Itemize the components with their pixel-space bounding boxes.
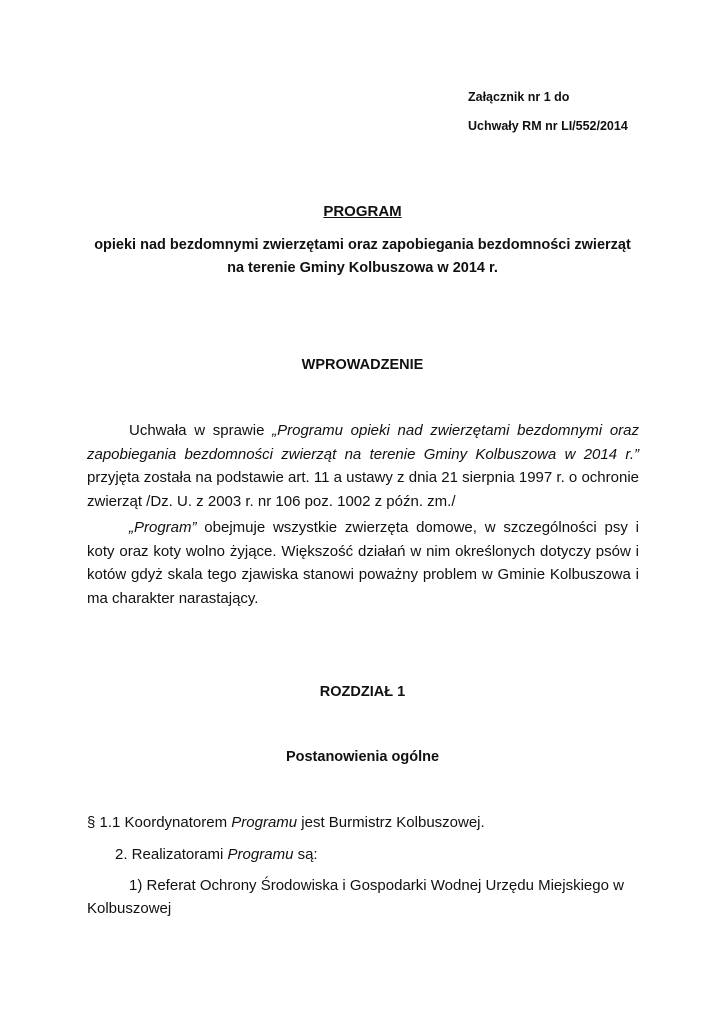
section-1-2 [115, 843, 675, 867]
s2-suffix: są: [293, 846, 318, 863]
list-item-1-line-1: 1) Referat Ochrony Środowiska i Gospodarki Wodnej Urzędu Miejskiego w [129, 877, 624, 894]
intro-paragraph-2 [87, 516, 639, 610]
intro-paragraph-1 [87, 419, 639, 513]
p1-lead: Uchwała w sprawie [129, 422, 273, 439]
p2-italic: „Program” [129, 519, 197, 536]
annex-line-2: Uchwały RM nr LI/552/2014 [468, 119, 628, 133]
list-item-1-line-2: Kolbuszowej [87, 900, 172, 917]
program-subtitle [80, 234, 645, 280]
program-title: PROGRAM [323, 203, 402, 220]
s1-prefix: § 1.1 Koordynatorem [87, 814, 232, 831]
s2-italic: Programu [227, 846, 294, 863]
p2-rest: obejmuje wszystkie zwierzęta domowe, w szczególności psy i koty oraz koty wolno żyjące. Większość działań w nim określonych dotyczy psów i kotów gdyż skala tego zjawiska stanowi poważny problem w Gminie Kolbuszowa i ma charakter narastający. [87, 519, 639, 607]
chapter-subheading: Postanowienia ogólne [285, 749, 440, 765]
intro-heading: WPROWADZENIE [301, 357, 424, 373]
annex-line-1: Załącznik nr 1 do [468, 90, 570, 104]
p1-rest: przyjęta została na podstawie art. 11 a ustawy z dnia 21 sierpnia 1997 r. o ochronie zwierząt /Dz. U. z 2003 r. nr 106 poz. 1002 z późn. zm./ [87, 469, 639, 510]
p1-italic-title: „Programu opieki nad zwierzętami bezdomnymi oraz zapobiegania bezdomności zwierząt na terenie Gminy Kolbuszowa w 2014 r.” [87, 422, 640, 463]
s1-italic: Programu [231, 814, 298, 831]
s1-suffix: jest Burmistrz Kolbuszowej. [297, 814, 485, 831]
subtitle-line-2: na terenie Gminy Kolbuszowa w 2014 r. [227, 260, 498, 276]
section-1-1 [87, 811, 647, 835]
chapter-heading: ROZDZIAŁ 1 [319, 684, 406, 700]
s2-prefix: 2. Realizatorami [115, 846, 228, 863]
subtitle-line-1: opieki nad bezdomnymi zwierzętami oraz zapobiegania bezdomności zwierząt [94, 237, 631, 253]
